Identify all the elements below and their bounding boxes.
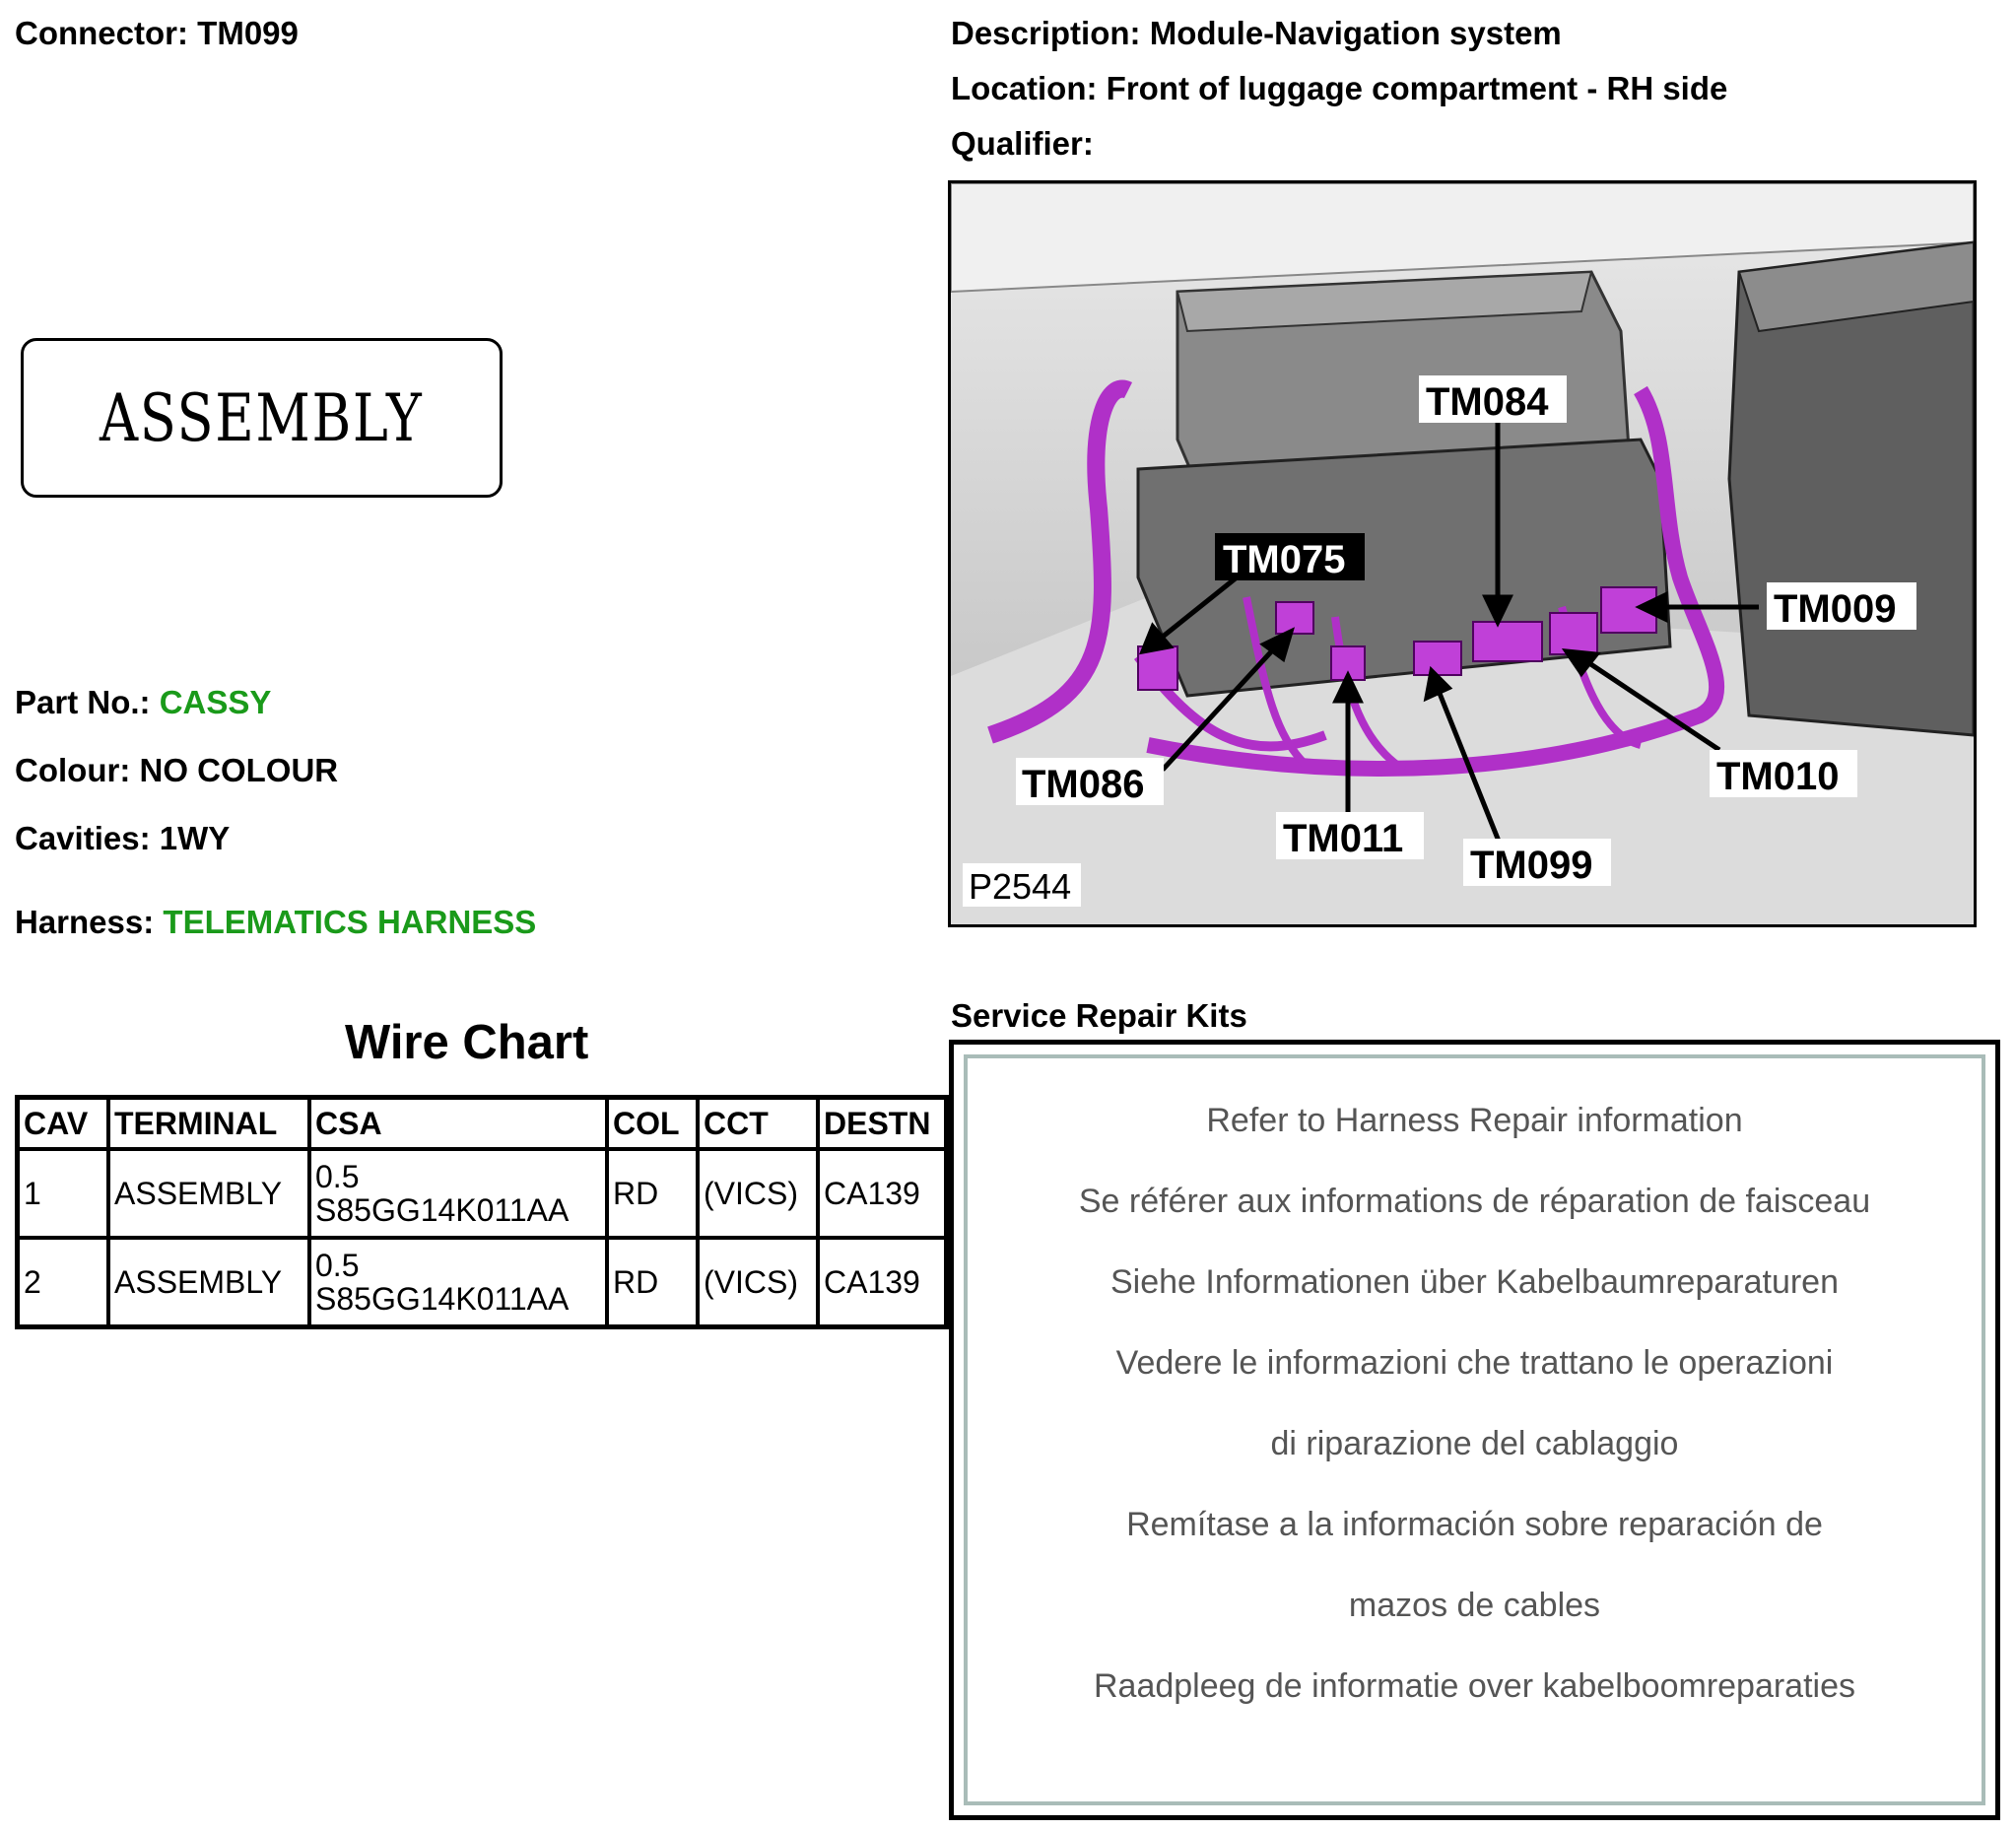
harness-value: TELEMATICS HARNESS: [163, 904, 537, 940]
location-line: [951, 70, 1727, 107]
cell-csa-size: 0.5: [315, 1248, 360, 1283]
connector-tm010: [1550, 613, 1597, 654]
part-label: Part No.:: [15, 684, 151, 720]
callout-tm099: TM099: [1470, 844, 1593, 887]
cell-csa-size: 0.5: [315, 1159, 360, 1194]
callout-tm011: TM011: [1283, 817, 1404, 860]
callout-tm075: TM075: [1223, 538, 1346, 581]
cell-cav: 1: [18, 1149, 109, 1238]
repair-line: mazos de cables: [1348, 1587, 1601, 1624]
repair-line: Vedere le informazioni che trattano le operazioni: [1115, 1344, 1834, 1382]
harness-label: Harness:: [15, 904, 155, 940]
header-terminal: TERMINAL: [108, 1098, 309, 1150]
location-value: Front of luggage compartment - RH side: [1106, 70, 1728, 106]
connector-label: Connector:: [15, 15, 188, 51]
header-csa: CSA: [309, 1098, 607, 1150]
table-row: [18, 1149, 947, 1238]
location-illustration: [951, 183, 1974, 924]
callout-tm010: TM010: [1716, 755, 1840, 798]
connector-location-diagram: [948, 180, 1977, 927]
connector-value: TM099: [197, 15, 299, 51]
colour-label: Colour:: [15, 752, 131, 788]
cell-terminal: ASSEMBLY: [108, 1149, 309, 1238]
header-col: COL: [607, 1098, 698, 1150]
repair-line: Se référer aux informations de réparation de faisceau: [1078, 1183, 1871, 1220]
cell-cav: 2: [18, 1238, 109, 1327]
cavities-line: [15, 820, 230, 857]
cell-col: RD: [607, 1238, 698, 1327]
repair-line: Siehe Informationen über Kabelbaumreparaturen: [1109, 1263, 1840, 1301]
description-value: Module-Navigation system: [1149, 15, 1562, 51]
service-repair-inner: [964, 1054, 1985, 1805]
figure-id: P2544: [969, 866, 1072, 907]
cavities-value: 1WY: [159, 820, 231, 856]
cell-cct: (VICS): [698, 1149, 818, 1238]
cavities-label: Cavities:: [15, 820, 151, 856]
cell-destn: CA139: [818, 1238, 947, 1327]
description-label: Description:: [951, 15, 1141, 51]
description-line: [951, 15, 1562, 52]
cell-csa-part: S85GG14K011AA: [315, 1192, 570, 1228]
colour-line: [15, 752, 338, 789]
header-cav: CAV: [18, 1098, 109, 1150]
qualifier-line: [951, 125, 1094, 163]
wire-chart-title: Wire Chart: [345, 1016, 589, 1069]
cell-terminal: ASSEMBLY: [108, 1238, 309, 1327]
wire-chart-table: [15, 1095, 949, 1329]
table-row: [18, 1238, 947, 1327]
table-header-row: [18, 1098, 947, 1150]
assembly-label: ASSEMBLY: [100, 379, 424, 456]
cell-csa: [309, 1149, 607, 1238]
cell-destn: CA139: [818, 1149, 947, 1238]
repair-line: Remítase a la información sobre reparación de: [1126, 1506, 1823, 1543]
assembly-box: [21, 338, 503, 498]
header-destn: DESTN: [818, 1098, 947, 1150]
connector-tm099: [1414, 642, 1461, 675]
harness-line: [15, 904, 536, 941]
service-repair-title: Service Repair Kits: [951, 997, 1247, 1034]
connector-tm086: [1276, 602, 1313, 634]
connector-line: [15, 15, 299, 52]
cell-csa: [309, 1238, 607, 1327]
qualifier-label: Qualifier:: [951, 125, 1094, 162]
callout-tm009: TM009: [1774, 587, 1897, 631]
header-cct: CCT: [698, 1098, 818, 1150]
part-value: CASSY: [159, 684, 272, 720]
service-repair-box: [949, 1040, 2000, 1820]
part-line: [15, 684, 271, 721]
connector-tm084: [1473, 622, 1542, 661]
callout-tm086: TM086: [1022, 763, 1145, 806]
colour-value: NO COLOUR: [139, 752, 339, 788]
cell-cct: (VICS): [698, 1238, 818, 1327]
callout-tm084: TM084: [1426, 380, 1549, 424]
repair-line: di riparazione del cablaggio: [1270, 1425, 1679, 1462]
repair-line: Refer to Harness Repair information: [1206, 1102, 1743, 1139]
location-label: Location:: [951, 70, 1098, 106]
cell-csa-part: S85GG14K011AA: [315, 1281, 570, 1317]
cell-col: RD: [607, 1149, 698, 1238]
repair-line: Raadpleeg de informatie over kabelboomreparaties: [1093, 1667, 1856, 1705]
